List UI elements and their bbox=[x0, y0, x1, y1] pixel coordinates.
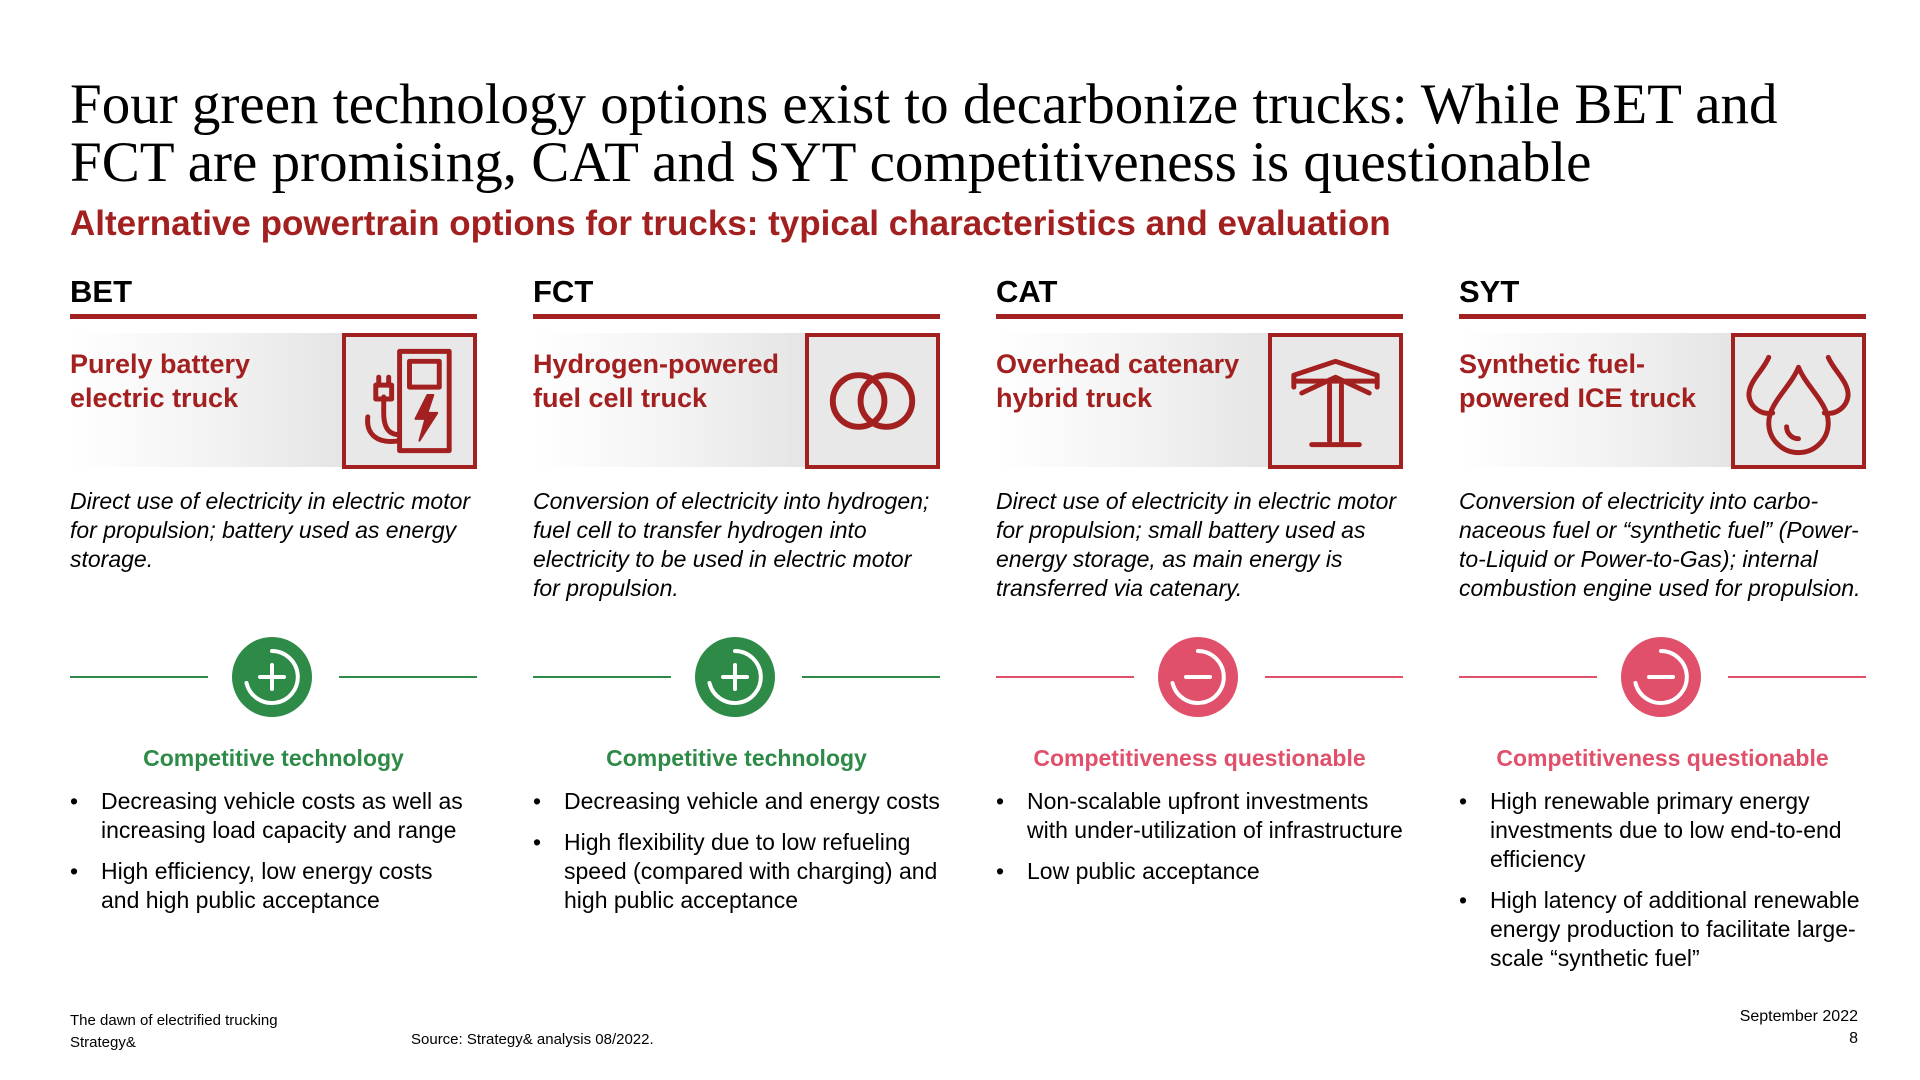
catenary-pylon-icon bbox=[1268, 333, 1403, 469]
column-divider bbox=[70, 314, 477, 319]
column-fct bbox=[533, 270, 940, 927]
evaluation-indicator bbox=[996, 637, 1403, 717]
technology-description: Conversion of electricity into carbo-naceous fuel or “synthetic fuel” (Power-to-Liquid or Power-to-Gas); internal combustion engine used for propulsion. bbox=[1459, 488, 1861, 601]
evaluation-indicator bbox=[1459, 637, 1866, 717]
bullet-item: • Non-scalable upfront investments with under-utilization of infrastructure bbox=[996, 787, 1403, 845]
page-number: 8 bbox=[1849, 1030, 1858, 1047]
evaluation-line bbox=[1728, 676, 1866, 678]
technology-name: Purely battery electric truck bbox=[70, 349, 251, 413]
evaluation-line bbox=[533, 676, 671, 678]
evaluation-line bbox=[1265, 676, 1403, 678]
column-header bbox=[533, 333, 940, 467]
plus-circle-icon bbox=[695, 637, 775, 717]
minus-circle-icon bbox=[1158, 637, 1238, 717]
bullet-list bbox=[70, 787, 477, 915]
column-code: FCT bbox=[533, 274, 594, 309]
charging-station-icon bbox=[342, 333, 477, 469]
technology-name: Overhead catenary hybrid truck bbox=[996, 349, 1240, 413]
page-subtitle: Alternative powertrain options for trucks: typical characteristics and evaluation bbox=[70, 204, 1391, 243]
column-code: CAT bbox=[996, 274, 1058, 309]
technology-description: Direct use of electricity in electric motor for propulsion; small battery used as energy storage, as main energy is transferred via catenary. bbox=[996, 488, 1397, 601]
column-cat bbox=[996, 270, 1403, 898]
column-bet bbox=[70, 270, 477, 927]
footer-source: Source: Strategy& analysis 08/2022. bbox=[411, 1031, 654, 1048]
bullet-item: • High flexibility due to low refueling speed (compared with charging) and high public acceptance bbox=[533, 828, 940, 915]
column-syt bbox=[1459, 270, 1866, 985]
evaluation-line bbox=[996, 676, 1134, 678]
evaluation-label: Competitiveness questionable bbox=[1033, 745, 1366, 771]
evaluation-indicator bbox=[533, 637, 940, 717]
minus-circle-icon bbox=[1621, 637, 1701, 717]
footer-report-title: The dawn of electrified trucking bbox=[70, 1012, 278, 1029]
column-code: SYT bbox=[1459, 274, 1520, 309]
plus-circle-icon bbox=[232, 637, 312, 717]
evaluation-indicator bbox=[70, 637, 477, 717]
footer-report-info bbox=[70, 1010, 278, 1054]
evaluation-line bbox=[802, 676, 940, 678]
technology-name: Hydrogen-powered fuel cell truck bbox=[533, 349, 780, 413]
evaluation-label: Competitive technology bbox=[606, 745, 867, 771]
bullet-item: • High renewable primary energy investments due to low end-to-end efficiency bbox=[1459, 787, 1866, 874]
column-code: BET bbox=[70, 274, 132, 309]
fuel-drops-icon bbox=[1731, 333, 1866, 469]
footer-brand: Strategy& bbox=[70, 1034, 136, 1051]
technology-description: Conversion of electricity into hydrogen; fuel cell to transfer hydrogen into electricity to be used in electric motor for propulsion. bbox=[533, 488, 930, 601]
column-divider bbox=[996, 314, 1403, 319]
footer-date: September 2022 bbox=[1739, 1008, 1858, 1025]
page-title: Four green technology options exist to decarbonize trucks: While BET and FCT are promising, CAT and SYT competitiveness is questionable bbox=[70, 73, 1778, 194]
footer-date-page bbox=[1740, 1006, 1858, 1050]
bullet-item: • High efficiency, low energy costs and high public acceptance bbox=[70, 857, 477, 915]
evaluation-label: Competitive technology bbox=[143, 745, 404, 771]
column-header bbox=[996, 333, 1403, 467]
evaluation-line bbox=[70, 676, 208, 678]
fuel-cell-rings-icon bbox=[805, 333, 940, 469]
evaluation-label: Competitiveness questionable bbox=[1496, 745, 1829, 771]
bullet-item: • Decreasing vehicle and energy costs bbox=[533, 787, 940, 816]
column-divider bbox=[533, 314, 940, 319]
bullet-list bbox=[996, 787, 1403, 886]
column-divider bbox=[1459, 314, 1866, 319]
technology-name: Synthetic fuel-powered ICE truck bbox=[1459, 349, 1697, 413]
column-header bbox=[70, 333, 477, 467]
bullet-list bbox=[1459, 787, 1866, 973]
column-header bbox=[1459, 333, 1866, 467]
bullet-item: • Decreasing vehicle costs as well as increasing load capacity and range bbox=[70, 787, 477, 845]
bullet-list bbox=[533, 787, 940, 915]
evaluation-line bbox=[339, 676, 477, 678]
evaluation-line bbox=[1459, 676, 1597, 678]
bullet-item: • Low public acceptance bbox=[996, 857, 1403, 886]
bullet-item: • High latency of additional renewable energy production to facilitate large-scale “synthetic fuel” bbox=[1459, 886, 1866, 973]
technology-description: Direct use of electricity in electric motor for propulsion; battery used as energy storage. bbox=[70, 488, 471, 572]
